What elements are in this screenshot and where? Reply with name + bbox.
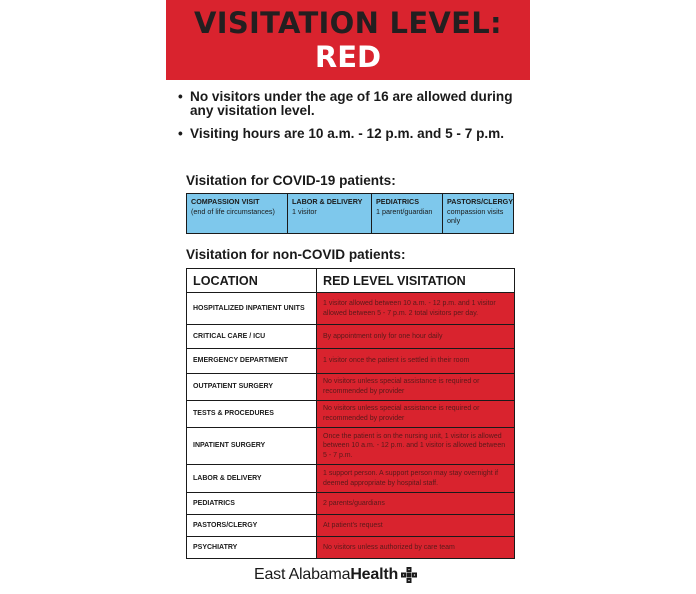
noncovid-section-title: Visitation for non-COVID patients:	[186, 247, 406, 262]
logo-text-bold: Health	[350, 566, 399, 583]
table-row	[187, 349, 515, 374]
row-location: LABOR & DELIVERY	[187, 465, 317, 493]
row-location: TESTS & PROCEDURES	[187, 401, 317, 428]
row-location: CRITICAL CARE / ICU	[187, 325, 317, 349]
row-rule: No visitors unless authorized by care team	[317, 537, 515, 559]
bullet-dot-icon: •	[178, 89, 183, 104]
bullet-text: No visitors under the age of 16 are allowed during any visitation level.	[190, 89, 513, 118]
header-location: LOCATION	[187, 269, 317, 293]
table-row	[187, 465, 515, 493]
row-rule: 2 parents/guardians	[317, 493, 515, 515]
row-rule: Once the patient is on the nursing unit, 1 visitor is allowed between 10 a.m. - 12 p.m. and 1 visitor is allowed between 5 - 7 p.m.	[317, 428, 515, 465]
covid-cell-clergy	[443, 194, 513, 233]
row-rule: 1 support person. A support person may stay overnight if deemed appropriate by hospital staff.	[317, 465, 515, 493]
covid-cell-labor	[288, 194, 372, 233]
bullet-text: Visiting hours are 10 a.m. - 12 p.m. and 5 - 7 p.m.	[190, 126, 505, 141]
grid-cross-logo-icon	[401, 567, 417, 583]
logo-text-light: East Alabama	[254, 566, 351, 583]
covid-cell-pediatrics	[372, 194, 443, 233]
covid-cell-sub: (end of life circumstances)	[191, 206, 275, 216]
bullet-dot-icon: •	[178, 126, 183, 141]
visitation-level: RED	[314, 40, 382, 74]
covid-cell-head: COMPASSION VISIT	[191, 197, 260, 206]
table-row	[187, 325, 515, 349]
row-rule: No visitors unless special assistance is required or recommended by provider	[317, 401, 515, 428]
row-rule: 1 visitor allowed between 10 a.m. - 12 p.m. and 1 visitor allowed between 5 - 7 p.m. 2 total visitors per day.	[317, 293, 515, 325]
covid-cell-sub: 1 visitor	[292, 206, 317, 216]
row-location: PSYCHIATRY	[187, 537, 317, 559]
bullet-visiting-hours	[178, 127, 523, 141]
covid-visitation-grid	[186, 193, 514, 234]
row-location: PASTORS/CLERGY	[187, 515, 317, 537]
table-row	[187, 515, 515, 537]
header-banner	[166, 0, 530, 80]
covid-cell-compassion	[187, 194, 288, 233]
table-row	[187, 293, 515, 325]
east-alabama-health-logo	[254, 565, 417, 585]
row-location: PEDIATRICS	[187, 493, 317, 515]
row-rule: 1 visitor once the patient is settled in their room	[317, 349, 515, 374]
covid-cell-head: PEDIATRICS	[376, 197, 419, 206]
row-location: HOSPITALIZED INPATIENT UNITS	[187, 293, 317, 325]
covid-cell-head: LABOR & DELIVERY	[292, 197, 363, 206]
banner-title: VISITATION LEVEL:	[194, 6, 502, 40]
table-header-row	[187, 269, 515, 293]
policy-bullets	[178, 90, 523, 150]
row-location: INPATIENT SURGERY	[187, 428, 317, 465]
table-row	[187, 374, 515, 401]
table-row	[187, 493, 515, 515]
row-rule: No visitors unless special assistance is required or recommended by provider	[317, 374, 515, 401]
row-rule: At patient's request	[317, 515, 515, 537]
row-location: OUTPATIENT SURGERY	[187, 374, 317, 401]
row-rule: By appointment only for one hour daily	[317, 325, 515, 349]
header-red-level: RED LEVEL VISITATION	[317, 269, 515, 293]
covid-cell-sub: compassion visits only	[447, 206, 504, 225]
noncovid-visitation-table	[186, 268, 515, 559]
covid-cell-head: PASTORS/CLERGY	[447, 197, 513, 206]
visitation-poster	[166, 0, 530, 594]
row-location: EMERGENCY DEPARTMENT	[187, 349, 317, 374]
covid-section-title: Visitation for COVID-19 patients:	[186, 173, 396, 188]
covid-cell-sub: 1 parent/guardian	[376, 206, 433, 216]
bullet-age-restriction	[178, 90, 523, 118]
table-row	[187, 537, 515, 559]
table-row	[187, 428, 515, 465]
table-row	[187, 401, 515, 428]
